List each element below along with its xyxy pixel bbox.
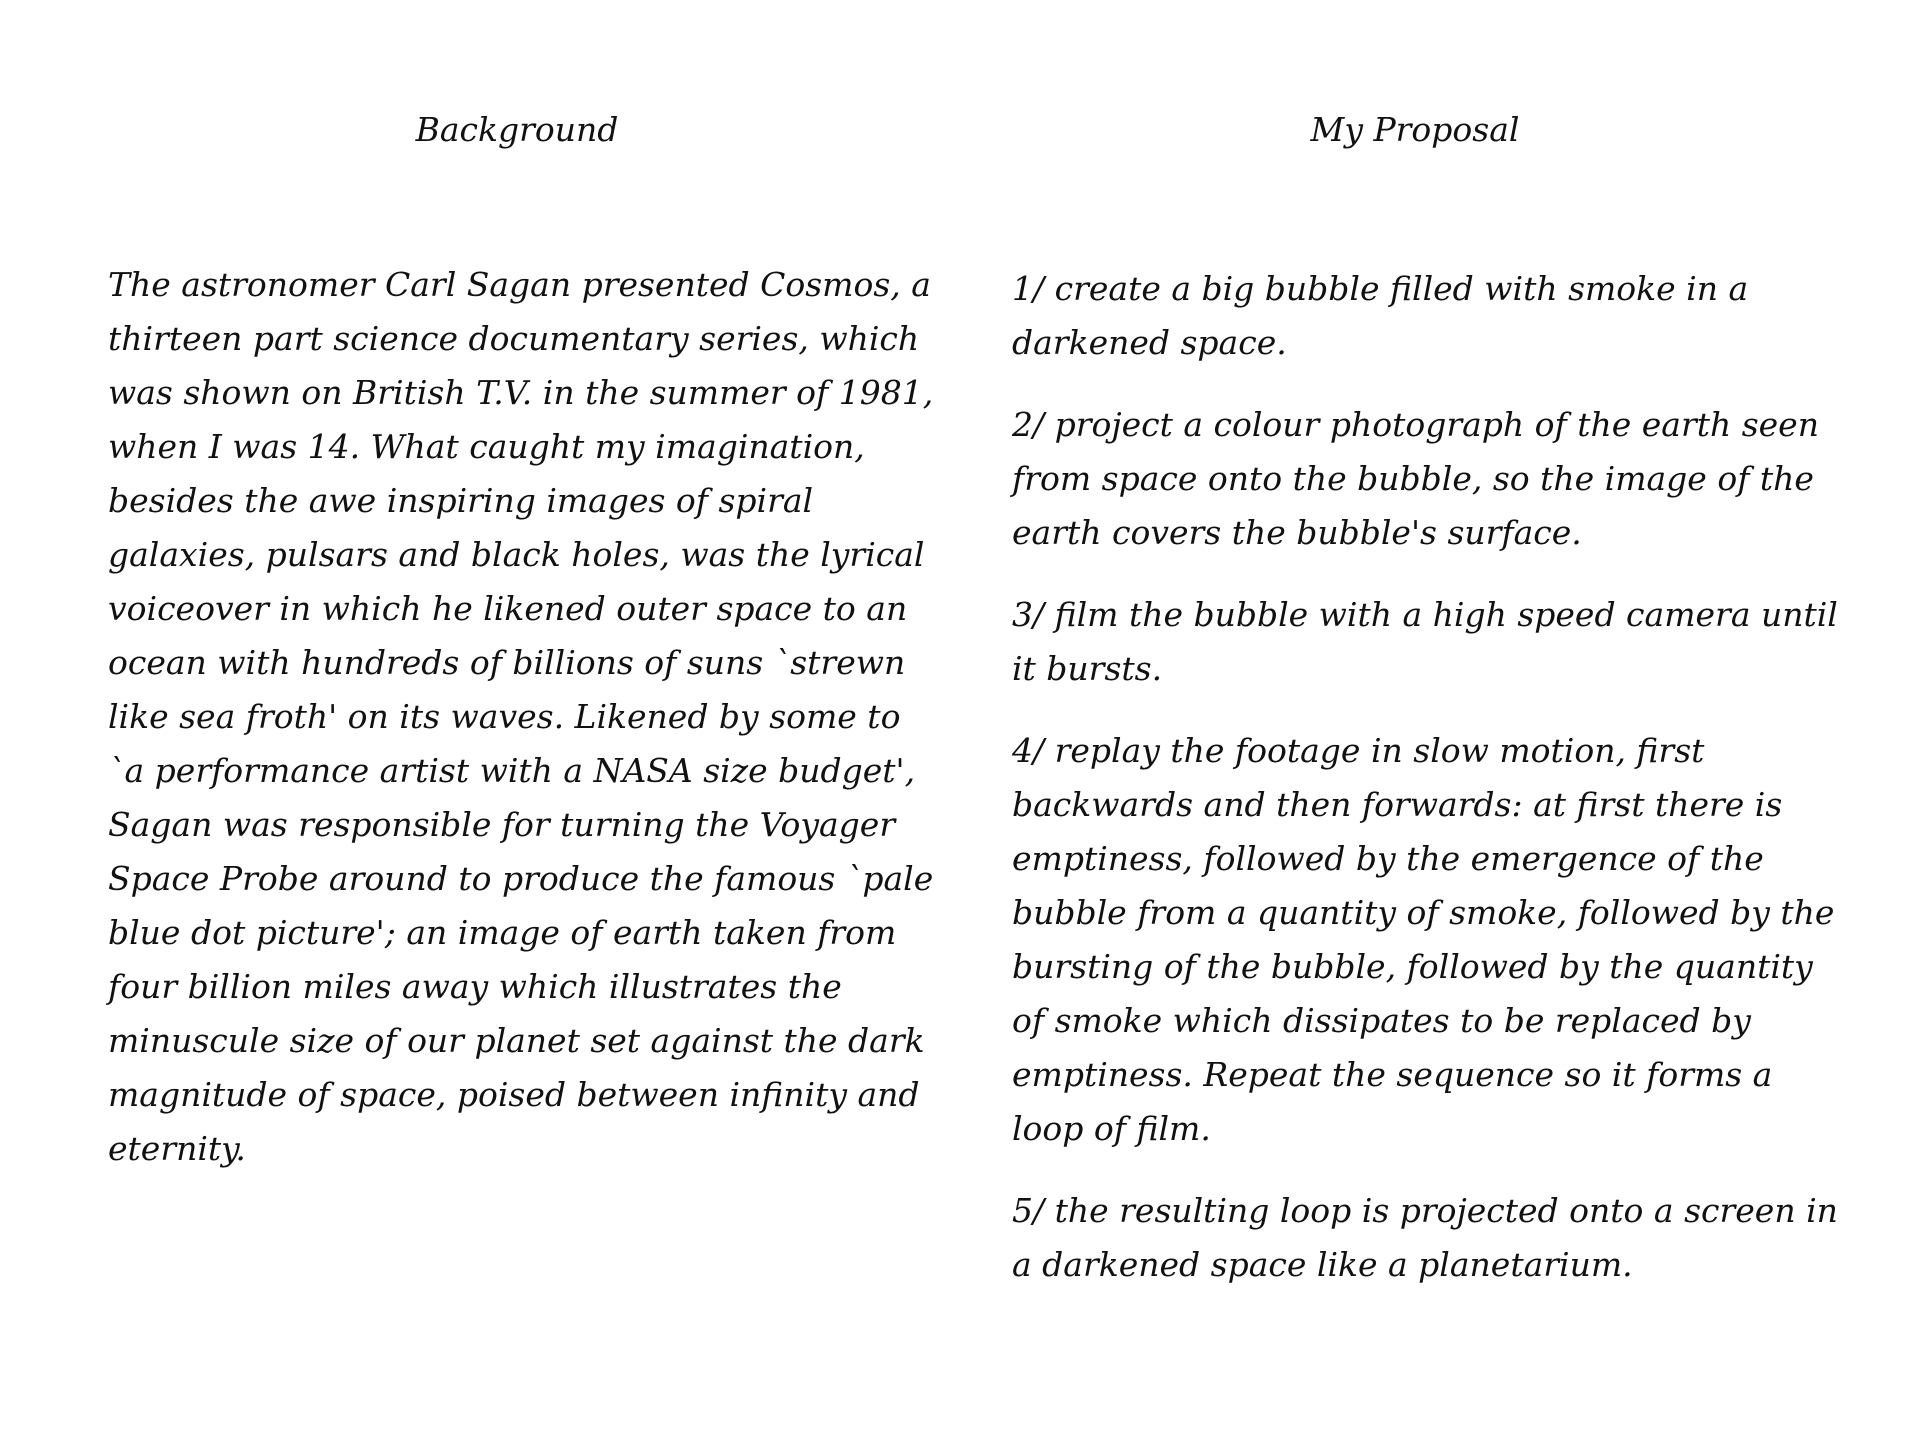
proposal-step-3: 3/ film the bubble with a high speed camera until it bursts. — [1012, 595, 1838, 688]
proposal-step-5: 5/ the resulting loop is projected onto a screen in a darkened space like a planetarium. — [1012, 1191, 1838, 1284]
proposal-steps-list — [1012, 262, 1842, 1320]
proposal-step-4: 4/ replay the footage in slow motion, first backwards and then forwards: at first there is emptiness, followed by the emergence of the bubble from a quantity of smoke, followed by the bursting of the bubble, followed by the quantity of smoke which dissipates to be replaced by emptiness. Repeat the sequence so it forms a loop of film. — [1012, 731, 1835, 1148]
background-paragraph: The astronomer Carl Sagan presented Cosmos, a thirteen part science documentary series, which was shown on British T.V. in the summer of 1981, when I was 14. What caught my imagination, besides the awe inspiring images of spiral galaxies, pulsars and black holes, was the lyrical voiceover in which he likened outer space to an ocean with hundreds of billions of suns `strewn like sea froth' on its waves. Likened by some to `a performance artist with a NASA size budget', Sagan was responsible for turning the Voyager Space Probe around to produce the famous `pale blue dot picture'; an image of earth taken from four billion miles away which illustrates the minuscule size of our planet set against the dark magnitude of space, poised between infinity and eternity. — [108, 265, 934, 1168]
proposal-step-1: 1/ create a big bubble filled with smoke in a darkened space. — [1012, 269, 1749, 362]
proposal-heading: My Proposal — [1310, 110, 1520, 149]
proposal-step-2: 2/ project a colour photograph of the earth seen from space onto the bubble, so the image of the earth covers the bubble's surface. — [1012, 405, 1819, 552]
background-heading: Background — [415, 110, 619, 149]
